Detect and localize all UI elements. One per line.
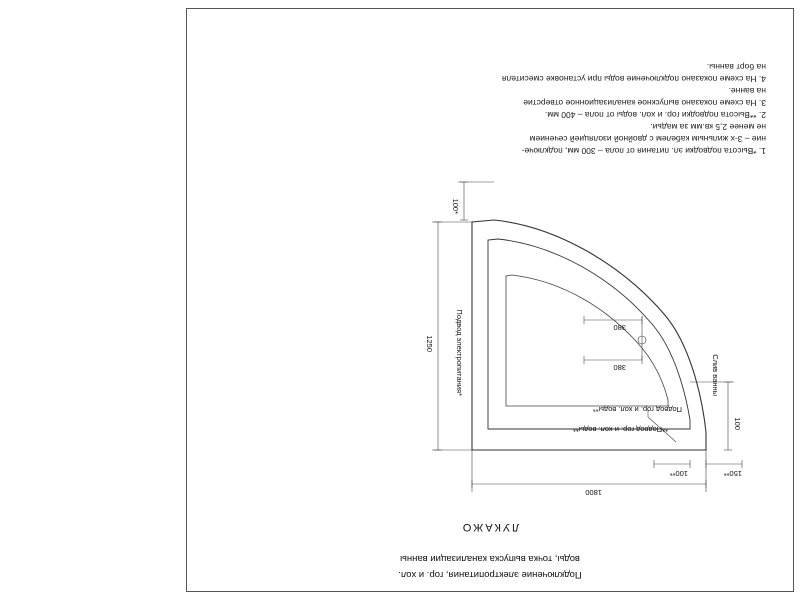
- label-water-supply-mark: **Подвод гор. и хол. воды**: [572, 425, 668, 434]
- notes-line-7: 4. На схеме показано подключение воды при установке смесителя: [502, 74, 766, 84]
- notes-line-4: 2. **Высота подводки гор. и хол. воды от пола – 400 мм.: [544, 110, 766, 120]
- dim-top-width: 1800: [585, 488, 602, 497]
- label-power-supply: Подвод электропитания*: [455, 309, 464, 396]
- page-title: ЛУКАЖО: [460, 521, 520, 533]
- rotated-drawing-content: [186, 8, 794, 592]
- label-drain: Слив ванны: [711, 354, 720, 396]
- notes-line-5: 3. На схеме показано выпускное канализационное отверстие: [523, 98, 766, 108]
- notes-line-8: на борт ванны.: [706, 62, 766, 72]
- notes-line-6: на ванне.: [728, 86, 766, 96]
- subtitle-line-2: Подключение электропитания, гор. и хол.: [398, 569, 582, 580]
- label-water-supply: Подвод гор. и хол. воды**: [592, 405, 682, 414]
- notes-line-2: ние – 3-х жильным кабелем с двойной изоляцией сечением: [529, 134, 766, 144]
- dim-offset-100: 100**: [669, 469, 688, 478]
- dim-left-height: 100: [733, 417, 742, 430]
- subtitle-line-1: воды, точка выпуска канализации ванны: [400, 553, 580, 564]
- dim-bottom-right-100: 100*: [451, 198, 460, 214]
- notes-line-3: не менее 2,5 кв.мм за мадьи.: [650, 122, 766, 132]
- notes-line-1: 1. *Высота подводки эл. питания от пола – 300 мм, подключе-: [521, 146, 766, 156]
- dim-inner-380-top: 380: [613, 363, 626, 372]
- dim-offset-150: 150**: [723, 469, 742, 478]
- dim-inner-380-bottom: 380: [613, 323, 626, 332]
- dim-right-height: 1250: [425, 335, 434, 352]
